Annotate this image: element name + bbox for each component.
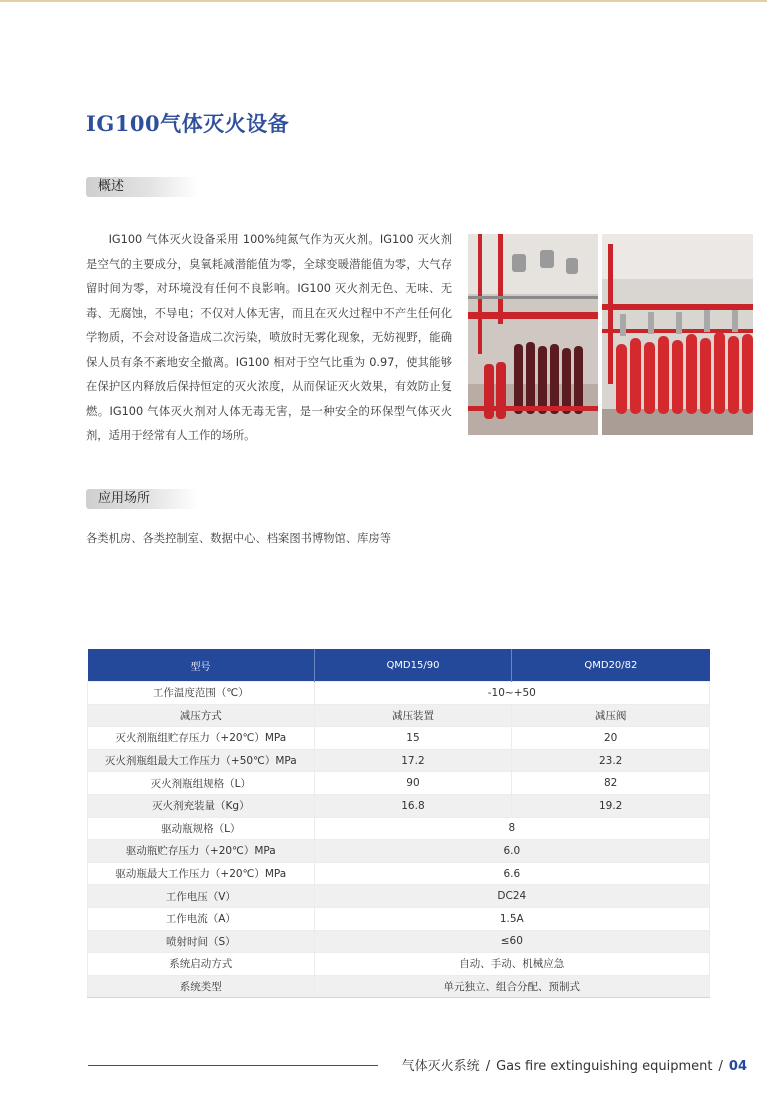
row-value-shared: 8 (314, 817, 709, 840)
footer-en: Gas fire extinguishing equipment (496, 1059, 713, 1074)
row-label: 灭火剂瓶组贮存压力（+20℃）MPa (88, 727, 315, 750)
footer (402, 1055, 747, 1074)
row-label: 减压方式 (88, 704, 315, 727)
row-label: 驱动瓶规格（L） (88, 817, 315, 840)
row-label: 工作温度范围（℃） (88, 682, 315, 705)
table-row (88, 840, 710, 863)
row-label: 系统类型 (88, 975, 315, 998)
header-qmd20: QMD20/82 (512, 649, 710, 682)
table-row (88, 975, 710, 998)
row-label: 系统启动方式 (88, 953, 315, 976)
row-label: 驱动瓶贮存压力（+20℃）MPa (88, 840, 315, 863)
row-value-shared: ≤60 (314, 930, 709, 953)
table-row (88, 930, 710, 953)
table-row (88, 794, 710, 817)
overview-text: IG100 气体灭火设备采用 100%纯氮气作为灭火剂。IG100 灭火剂是空气的主要成分，臭氧耗减潜能值为零，全球变暖潜能值为零，大气存留时间为零，对环境没有任何不良影响。IG100 灭火剂无色、无味、无毒、无腐蚀，不导电；不仅对人体无害，而且在灭火过程中不产生任何化学物质，不会对设备造成二次污染，喷放时无雾化现象，无妨视野，能确保人员有条不紊地安全撤离。IG100 相对于空气比重为 0.97，使其能够在保护区内释放后保持恒定的灭火浓度，从而保证灭火效果，有效防止复燃。IG100 气体灭火剂对人体无毒无害，是一种安全的环保型气体灭火剂，适用于经常有人工作的场所。 (86, 233, 452, 442)
row-value-qmd15: 17.2 (314, 749, 512, 772)
row-value-shared: 6.0 (314, 840, 709, 863)
row-label: 灭火剂瓶组最大工作压力（+50℃）MPa (88, 749, 315, 772)
table-row (88, 907, 710, 930)
header-model: 型号 (88, 649, 315, 682)
table-row (88, 727, 710, 750)
table-row (88, 704, 710, 727)
row-value-qmd15: 16.8 (314, 794, 512, 817)
table-row (88, 749, 710, 772)
row-label: 喷射时间（S） (88, 930, 315, 953)
footer-sep-2: / (718, 1059, 723, 1074)
row-label: 灭火剂充装量（Kg） (88, 794, 315, 817)
page-title: IG100气体灭火设备 (86, 111, 290, 136)
row-value-qmd20: 23.2 (512, 749, 710, 772)
page-number: 04 (728, 1059, 747, 1074)
row-value-shared: 自动、手动、机械应急 (314, 953, 709, 976)
row-label: 工作电压（V） (88, 885, 315, 908)
row-value-shared: 6.6 (314, 862, 709, 885)
row-value-qmd15: 减压装置 (314, 704, 512, 727)
overview-paragraph (86, 228, 452, 449)
table-row (88, 817, 710, 840)
row-value-shared: 单元独立、组合分配、预制式 (314, 975, 709, 998)
row-value-qmd20: 减压阀 (512, 704, 710, 727)
footer-rule (88, 1065, 378, 1066)
row-value-qmd15: 90 (314, 772, 512, 795)
header-qmd15: QMD15/90 (314, 649, 512, 682)
cylinder-rack-photo-2 (602, 234, 753, 435)
table-row (88, 862, 710, 885)
row-value-shared: DC24 (314, 885, 709, 908)
footer-sep-1: / (485, 1059, 491, 1074)
table-row (88, 885, 710, 908)
table-row (88, 953, 710, 976)
row-value-shared: 1.5A (314, 907, 709, 930)
footer-cn: 气体灭火系统 (401, 1059, 480, 1074)
overview-heading: 概述 (86, 177, 198, 197)
cylinder-rack-photo-1 (468, 234, 598, 435)
row-value-qmd15: 15 (314, 727, 512, 750)
table-row (88, 772, 710, 795)
spec-table-header (88, 649, 710, 682)
row-label: 工作电流（A） (88, 907, 315, 930)
row-value-qmd20: 19.2 (512, 794, 710, 817)
spec-table (87, 649, 710, 998)
applications-text: 各类机房、各类控制室、数据中心、档案图书博物馆、库房等 (86, 532, 392, 545)
top-rule (0, 0, 767, 2)
row-value-qmd20: 20 (512, 727, 710, 750)
row-value-qmd20: 82 (512, 772, 710, 795)
row-label: 灭火剂瓶组规格（L） (88, 772, 315, 795)
table-row (88, 682, 710, 705)
row-label: 驱动瓶最大工作压力（+20℃）MPa (88, 862, 315, 885)
applications-heading: 应用场所 (86, 489, 198, 509)
row-value-shared: -10~+50 (314, 682, 709, 705)
